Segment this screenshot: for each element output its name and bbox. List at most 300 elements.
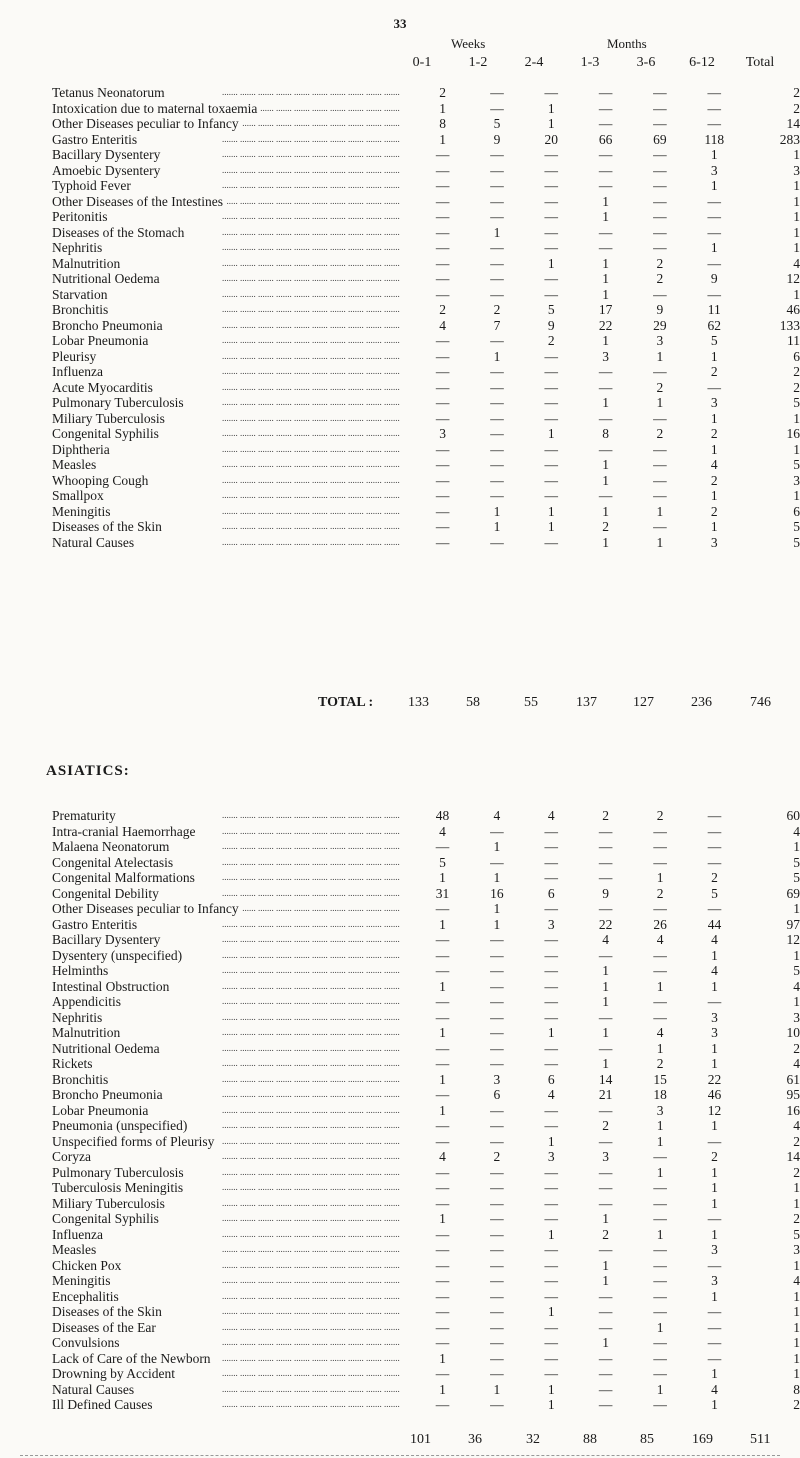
count-cell: 2 (656, 379, 664, 395)
count-cell: 20 (544, 131, 559, 147)
count-cell: — (490, 441, 504, 457)
count-cell: — (544, 364, 559, 379)
count-cell: — (707, 100, 722, 116)
row-total-cell: 14 (786, 1149, 800, 1164)
row-total-cell: 1 (793, 410, 800, 426)
cause-label (52, 901, 415, 917)
cause-text: Measles (52, 457, 99, 472)
cause-text: Malaena Neonatorum (52, 839, 172, 854)
count-cell: — (490, 333, 504, 348)
row-total-cell: 4 (793, 978, 800, 994)
row-total-cell: 2 (793, 85, 800, 100)
table-row (52, 1382, 800, 1398)
count-cell: 9 (710, 271, 718, 286)
count-cell: — (598, 364, 613, 379)
row-total-cell: 61 (786, 1071, 800, 1087)
cause-label (52, 457, 416, 473)
count-cell: — (598, 1133, 613, 1149)
cause-label (52, 886, 415, 902)
count-cell: — (598, 1288, 613, 1304)
table-row (52, 163, 800, 179)
count-cell: 3 (439, 426, 447, 441)
cause-text: Congenital Malformations (52, 870, 198, 885)
cause-label (52, 1335, 415, 1351)
count-cell: — (435, 947, 450, 963)
row-total-cell: 3 (793, 1009, 800, 1025)
count-cell: 1 (547, 100, 555, 116)
cause-text: Influenza (52, 1227, 106, 1242)
row-total-cell: 2 (793, 364, 800, 379)
months-group-header: Months (607, 36, 647, 51)
count-cell: — (707, 193, 722, 209)
count-cell: — (707, 1319, 722, 1335)
count-cell: — (435, 240, 450, 255)
count-cell: 1 (656, 870, 664, 885)
cause-text: Pneumonia (unspecified) (52, 1118, 190, 1133)
table-row (52, 1366, 800, 1382)
count-cell: 1 (710, 441, 718, 457)
cause-text: Diseases of the Skin (52, 1304, 165, 1319)
count-cell: 29 (653, 317, 667, 333)
count-cell: 1 (602, 255, 609, 271)
count-cell: 1 (439, 1102, 446, 1118)
table-row (52, 1165, 800, 1181)
table-row (52, 271, 800, 287)
cause-text: Gastro Enteritis (52, 132, 140, 147)
count-cell: 1 (710, 410, 718, 426)
cause-label (52, 1211, 415, 1227)
count-cell: — (435, 1242, 450, 1257)
cause-label (52, 1025, 415, 1041)
count-cell: 1 (493, 224, 501, 240)
cause-text: Pulmonary Tuberculosis (52, 1165, 187, 1180)
count-cell: — (598, 488, 613, 503)
row-total-cell: 1 (793, 441, 800, 457)
count-cell: — (490, 1335, 504, 1350)
count-cell: — (490, 472, 504, 488)
count-cell: — (598, 870, 613, 885)
count-cell: 2 (656, 1056, 664, 1071)
count-cell: — (544, 1350, 559, 1366)
count-cell: 2 (710, 426, 718, 441)
cause-text: Chicken Pox (52, 1258, 124, 1273)
cause-label (52, 824, 415, 840)
row-total-cell: 5 (793, 519, 800, 534)
count-cell: 1 (710, 488, 718, 503)
cause-label (52, 1258, 415, 1274)
count-cell: 2 (439, 85, 447, 100)
cause-text: Prematurity (52, 808, 119, 823)
total-value: 137 (576, 695, 597, 710)
count-cell: 2 (711, 870, 718, 885)
count-cell: — (490, 1304, 504, 1319)
cause-text: Gastro Enteritis (52, 917, 140, 932)
count-cell: 1 (656, 1226, 664, 1242)
cause-label (52, 411, 416, 427)
count-cell: — (435, 1009, 450, 1025)
count-cell: — (544, 1288, 559, 1304)
count-cell: — (435, 162, 450, 178)
row-total-cell: 2 (793, 379, 800, 395)
count-cell: 1 (439, 1350, 446, 1366)
count-cell: — (490, 162, 504, 178)
count-cell: 44 (707, 916, 722, 932)
col-header: 6-12 (689, 55, 715, 70)
count-cell: — (707, 1211, 722, 1226)
cause-label (52, 364, 416, 380)
count-cell: 1 (547, 1133, 555, 1149)
count-cell: — (490, 410, 504, 426)
count-cell: 17 (598, 302, 613, 317)
count-cell: 3 (711, 1009, 718, 1025)
count-cell: 4 (711, 963, 718, 978)
count-cell: 1 (602, 286, 609, 302)
count-cell: — (490, 488, 504, 503)
count-cell: 26 (653, 916, 667, 932)
count-cell: 2 (493, 1149, 501, 1164)
table-row (52, 333, 800, 349)
cause-text: Diphtheria (52, 442, 113, 457)
count-cell: — (435, 1273, 450, 1288)
count-cell: — (544, 947, 559, 963)
count-cell: 16 (490, 885, 504, 901)
cause-text: Meningitis (52, 504, 114, 519)
row-total-cell: 1 (793, 994, 800, 1009)
table-row (52, 1041, 800, 1057)
col-header: 1-2 (468, 55, 488, 70)
cause-text: Acute Myocarditis (52, 380, 156, 395)
count-cell: 1 (493, 503, 501, 519)
count-cell: 8 (439, 116, 447, 131)
cause-label (52, 1056, 415, 1072)
count-cell: — (435, 457, 450, 472)
count-cell: 1 (710, 519, 718, 534)
table-row (52, 963, 800, 979)
count-cell: 4 (602, 932, 610, 947)
table-row (52, 855, 800, 871)
count-cell: — (653, 839, 667, 854)
count-cell: — (653, 147, 667, 162)
count-cell: — (490, 395, 504, 410)
count-cell: — (435, 994, 450, 1009)
count-cell: 2 (656, 885, 664, 901)
count-cell: 1 (711, 1288, 718, 1304)
row-total-cell: 95 (786, 1087, 800, 1102)
count-cell: — (490, 1211, 504, 1226)
total-value: 133 (408, 695, 429, 710)
cause-label (52, 948, 415, 964)
table-row (52, 1351, 800, 1367)
count-cell: — (544, 963, 559, 978)
cause-text: Malnutrition (52, 1025, 123, 1040)
count-cell: — (653, 1180, 667, 1195)
cause-text: Convulsions (52, 1335, 123, 1350)
count-cell: — (544, 1164, 559, 1180)
count-cell: — (598, 1040, 613, 1056)
table-row (52, 147, 800, 163)
cause-label (52, 1320, 415, 1336)
count-cell: — (598, 147, 613, 162)
count-cell: 4 (547, 808, 555, 823)
cause-text: Broncho Pneumonia (52, 318, 166, 333)
count-cell: — (435, 364, 450, 379)
count-cell: — (490, 932, 504, 947)
cause-text: Congenital Debility (52, 886, 162, 901)
table-row (52, 101, 800, 117)
count-cell: 1 (547, 1226, 555, 1242)
count-cell: 1 (602, 472, 609, 488)
cause-text: Nutritional Oedema (52, 1041, 163, 1056)
row-total-cell: 60 (786, 808, 800, 823)
cause-label (52, 225, 416, 241)
count-cell: 1 (493, 348, 501, 364)
cause-label (52, 519, 416, 535)
count-cell: 1 (602, 503, 609, 519)
count-cell: 9 (602, 885, 610, 901)
cause-text: Bacillary Dysentery (52, 147, 163, 162)
cause-text: Rickets (52, 1056, 96, 1071)
count-cell: — (544, 1242, 559, 1257)
count-cell: 22 (598, 916, 613, 932)
cause-text: Unspecified forms of Pleurisy (52, 1134, 217, 1149)
col-header: 2-4 (524, 55, 544, 70)
row-total-cell: 1 (793, 224, 800, 240)
col-header: 3-6 (636, 55, 656, 70)
table-row (52, 1087, 800, 1103)
count-cell: 1 (547, 426, 555, 441)
row-total-cell: 5 (793, 395, 800, 410)
count-cell: 1 (602, 395, 609, 410)
count-cell: — (435, 1319, 450, 1335)
cause-text: Dysentery (unspecified) (52, 948, 185, 963)
table-row (52, 886, 800, 902)
count-cell: 1 (656, 395, 664, 410)
count-cell: — (435, 932, 450, 947)
count-cell: 5 (710, 333, 718, 348)
count-cell: — (653, 100, 667, 116)
count-cell: 1 (602, 209, 609, 224)
cause-label (52, 426, 416, 442)
count-cell: — (435, 348, 450, 364)
count-cell: — (598, 441, 613, 457)
count-cell: 4 (439, 1149, 446, 1164)
count-cell: — (544, 457, 559, 472)
count-cell: 4 (656, 932, 664, 947)
table-row (52, 1320, 800, 1336)
count-cell: — (544, 85, 559, 100)
cause-label (52, 504, 416, 520)
count-cell: 4 (656, 1025, 664, 1040)
table-row (52, 1227, 800, 1243)
count-cell: — (707, 808, 722, 823)
count-cell: — (707, 994, 722, 1009)
row-total-cell: 4 (793, 1273, 800, 1288)
count-cell: — (707, 286, 722, 302)
count-cell: — (435, 901, 450, 916)
cause-label (52, 240, 416, 256)
count-cell: 1 (547, 1397, 555, 1412)
count-cell: — (435, 1056, 450, 1071)
table-row (52, 132, 800, 148)
count-cell: — (653, 1257, 667, 1273)
count-cell: — (435, 1366, 450, 1381)
count-cell: — (598, 854, 613, 870)
row-total-cell: 133 (779, 317, 800, 333)
count-cell: — (544, 472, 559, 488)
cause-label (52, 333, 416, 349)
cause-text: Helminths (52, 963, 111, 978)
row-total-cell: 5 (793, 457, 800, 472)
count-cell: 46 (707, 1087, 722, 1102)
count-cell: 1 (493, 870, 501, 885)
count-cell: 2 (656, 808, 664, 823)
count-cell: — (544, 1118, 559, 1133)
count-cell: 1 (710, 348, 718, 364)
count-cell: 5 (547, 302, 555, 317)
cause-text: Congenital Atelectasis (52, 855, 176, 870)
count-cell: 9 (547, 317, 555, 333)
count-cell: 1 (711, 978, 718, 994)
count-cell: — (435, 1164, 450, 1180)
count-cell: — (598, 1397, 613, 1412)
row-total-cell: 1 (793, 1335, 800, 1350)
row-total-cell: 6 (793, 348, 800, 364)
count-cell: — (544, 994, 559, 1009)
row-total-cell: 1 (793, 1350, 800, 1366)
count-cell: 118 (704, 131, 725, 147)
table-row (52, 839, 800, 855)
count-cell: 1 (602, 1257, 610, 1273)
count-cell: 3 (711, 1273, 718, 1288)
cause-text: Pleurisy (52, 349, 99, 364)
count-cell: 3 (602, 1149, 610, 1164)
total-value: 55 (524, 695, 538, 710)
count-cell: 1 (711, 1366, 718, 1381)
row-total-cell: 97 (786, 916, 800, 932)
count-cell: 1 (493, 916, 501, 932)
table-row (52, 302, 800, 318)
table-row (52, 349, 800, 365)
cause-text: Diseases of the Ear (52, 1320, 159, 1335)
table-row (52, 364, 800, 380)
count-cell: — (653, 1273, 667, 1288)
count-cell: 1 (711, 1397, 718, 1412)
count-cell: — (707, 379, 722, 395)
count-cell: 1 (602, 457, 609, 472)
count-cell: — (490, 255, 504, 271)
count-cell: 1 (439, 1381, 446, 1397)
table-row (52, 504, 800, 520)
count-cell: — (653, 1397, 667, 1412)
count-cell: 1 (711, 1118, 718, 1133)
count-cell: 3 (602, 348, 609, 364)
count-cell: — (435, 1304, 450, 1319)
row-total-cell: 2 (793, 1211, 800, 1226)
table-row (52, 442, 800, 458)
cause-text: Other Diseases peculiar to Infancy (52, 116, 242, 131)
cause-text: Diseases of the Stomach (52, 225, 187, 240)
cause-text: Other Diseases peculiar to Infancy (52, 901, 242, 916)
table-row (52, 225, 800, 241)
cause-label (52, 1196, 415, 1212)
cause-label (52, 963, 415, 979)
row-total-cell: 1 (793, 1180, 800, 1195)
row-total-cell: 5 (793, 854, 800, 870)
count-cell: 7 (493, 317, 501, 333)
count-cell: 3 (710, 162, 718, 178)
count-cell: — (490, 823, 504, 839)
count-cell: — (653, 240, 667, 255)
table-row (52, 535, 800, 551)
count-cell: — (653, 1350, 667, 1366)
count-cell: 1 (547, 116, 555, 131)
cause-label (52, 1180, 415, 1196)
cause-text: Pulmonary Tuberculosis (52, 395, 187, 410)
count-cell: — (490, 426, 504, 441)
table-row (52, 256, 800, 272)
cause-label (52, 1118, 415, 1134)
count-cell: 1 (711, 1056, 718, 1071)
row-total-cell: 1 (793, 488, 800, 503)
cause-label (52, 994, 415, 1010)
row-total-cell: 5 (793, 963, 800, 978)
row-total-cell: 4 (793, 1056, 800, 1071)
table-row (52, 85, 800, 101)
count-cell: 1 (439, 1025, 446, 1040)
count-cell: — (435, 333, 450, 348)
row-total-cell: 2 (793, 100, 800, 116)
count-cell: — (598, 901, 613, 916)
count-cell: 1 (656, 1164, 664, 1180)
count-cell: — (544, 395, 559, 410)
mortality-table-asiatics (52, 808, 800, 1413)
table-row (52, 1010, 800, 1026)
count-cell: 2 (493, 302, 501, 317)
table-row (52, 948, 800, 964)
count-cell: 2 (602, 519, 609, 534)
count-cell: 1 (656, 348, 664, 364)
count-cell: — (490, 994, 504, 1009)
total-label: TOTAL : (318, 695, 374, 710)
cause-text: Smallpox (52, 488, 107, 503)
count-cell: — (490, 193, 504, 209)
cause-label (52, 932, 415, 948)
row-total-cell: 46 (786, 302, 800, 317)
table-row (52, 1103, 800, 1119)
cause-label (52, 1382, 415, 1398)
cause-label (52, 318, 416, 334)
cause-label (52, 917, 415, 933)
count-cell: 6 (547, 1071, 555, 1087)
count-cell: — (490, 457, 504, 472)
cause-label (52, 302, 416, 318)
count-cell: 69 (653, 131, 667, 147)
count-cell: 66 (598, 131, 613, 147)
cause-text: Drowning by Accident (52, 1366, 178, 1381)
count-cell: — (435, 395, 450, 410)
count-cell: — (490, 1009, 504, 1025)
table-row (52, 411, 800, 427)
row-total-cell: 1 (793, 147, 800, 162)
count-cell: — (544, 1180, 559, 1195)
count-cell: 1 (602, 534, 609, 550)
table-row (52, 808, 800, 824)
count-cell: — (435, 1226, 450, 1242)
row-total-cell: 12 (786, 271, 800, 286)
row-total-cell: 4 (793, 823, 800, 839)
count-cell: — (544, 240, 559, 255)
count-cell: — (653, 1304, 667, 1319)
